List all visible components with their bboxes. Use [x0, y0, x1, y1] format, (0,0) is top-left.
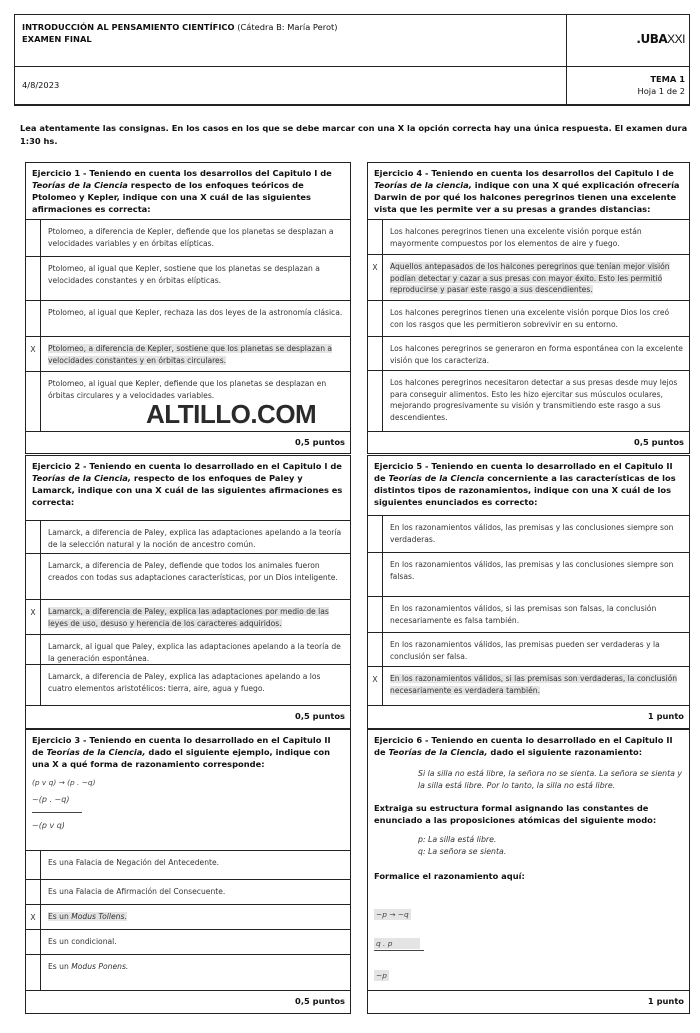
answer-checkbox[interactable]	[368, 301, 383, 336]
option-text: Ptolomeo, al igual que Kepler, sostiene que los planetas se desplazan a velocidades constantes y en órbitas elípticas.	[48, 264, 320, 285]
exercise-6-question: Ejercicio 6 - Teniendo en cuenta lo desarrollado en el Capitulo II de Teorías de la Ciencia, dado el siguiente razonamiento:	[374, 735, 673, 757]
header-title-cell	[15, 15, 567, 67]
exercise-4	[367, 162, 690, 454]
answer-checkbox[interactable]	[26, 372, 41, 431]
answer-option[interactable]	[368, 255, 689, 301]
answer-option[interactable]	[368, 371, 689, 431]
answer-option[interactable]	[26, 880, 350, 905]
exam-type: EXAMEN FINAL	[22, 34, 92, 44]
option-text: En los razonamientos válidos, si las premisas son falsas, la conclusión necesariamente es falsa también.	[390, 604, 657, 625]
answer-checkbox[interactable]: X	[26, 337, 41, 371]
answer-option[interactable]	[26, 955, 350, 990]
option-text: Ptolomeo, al igual que Kepler, defiende que los planetas se desplazan en órbitas circulares y a velocidades variables.	[48, 379, 327, 400]
option-text: Lamarck, a diferencia de Paley, explica las adaptaciones apelando a la teoría de la selección natural y la noción de ancestro común.	[48, 528, 342, 549]
answer-checkbox[interactable]	[368, 220, 383, 254]
answer-checkbox[interactable]	[368, 516, 383, 552]
answer-option[interactable]	[26, 635, 350, 665]
option-text: Es una Falacia de Afirmación del Consecuente.	[48, 887, 226, 897]
inference-line	[374, 950, 424, 951]
answer-option[interactable]	[26, 521, 350, 554]
uba-xxi-logo: .UBAXXI	[636, 32, 685, 46]
option-text: Es un condicional.	[48, 937, 117, 947]
atomic-propositions: p: La silla está libre. q: La señora se sienta.	[418, 835, 507, 856]
answer-checkbox[interactable]	[26, 220, 41, 256]
answer-option[interactable]	[368, 301, 689, 337]
exercise-3-points: 0,5 puntos	[26, 990, 350, 1013]
exercise-4-question: Ejercicio 4 - Teniendo en cuenta los desarrollos del Capitulo I de Teorías de la ciencia, indique con una X qué explicación ofrecería Darwin de por qué los halcones peregrinos tienen una excelente vista que les permite ver a su presas a grandes distancias:	[368, 163, 689, 220]
answer-option[interactable]	[26, 257, 350, 301]
argument-text: Si la silla no está libre, la señora no se sienta. La señora se sienta y la silla está libre. Por lo tanto, la silla no está libre.	[418, 769, 683, 790]
answer-option[interactable]	[26, 905, 350, 930]
premise-1: (p v q) → (p . ~q)	[32, 778, 96, 787]
option-text: Es un Modus Ponens.	[48, 962, 129, 972]
answer-checkbox[interactable]	[26, 257, 41, 300]
option-text: Ptolomeo, al igual que Kepler, rechaza las dos leyes de la astronomía clásica.	[48, 308, 343, 317]
formal-structure-instruction: Extraiga su estructura formal asignando las constantes de enunciado a las proposiciones atómicas del siguiente modo:	[374, 803, 657, 825]
answer-option[interactable]	[26, 301, 350, 337]
answer-option[interactable]	[26, 554, 350, 600]
answer-checkbox[interactable]	[26, 880, 41, 904]
answer-option[interactable]	[26, 851, 350, 880]
header-tema-cell	[567, 67, 689, 104]
answer-option[interactable]	[26, 220, 350, 257]
conclusion: ~(p v q)	[32, 821, 65, 830]
course-name: INTRODUCCIÓN AL PENSAMIENTO CIENTÍFICO	[22, 22, 235, 32]
option-text: En los razonamientos válidos, si las premisas son verdaderas, la conclusión necesariamente es verdadera también.	[390, 674, 678, 695]
option-text: Los halcones peregrinos tienen una excelente visión porque están mayormente compuestos por los elementos de aire y fuego.	[390, 227, 642, 248]
answer-checkbox[interactable]: X	[26, 905, 41, 929]
exercise-2	[25, 455, 351, 729]
answer-checkbox[interactable]	[26, 635, 41, 664]
option-text: Lamarck, al igual que Paley, explica las adaptaciones apelando a la teoría de la generación espontánea.	[48, 642, 341, 663]
answer-checkbox[interactable]	[26, 851, 41, 879]
answer-premise-2[interactable]: q . p	[374, 938, 420, 949]
answer-option[interactable]	[368, 553, 689, 597]
answer-checkbox[interactable]: X	[26, 600, 41, 634]
exercise-6-points: 1 punto	[368, 990, 689, 1013]
answer-checkbox[interactable]	[368, 633, 383, 666]
answer-option[interactable]	[368, 220, 689, 255]
instructions: Lea atentamente las consignas. En los casos en los que se debe marcar con una X la opción correcta hay una única respuesta. El examen dura 1:30 hs.	[20, 123, 688, 146]
option-text: Ptolomeo, a diferencia de Kepler, sostiene que los planetas se desplazan a velocidades constantes y en órbitas circulares.	[48, 344, 333, 365]
formalize-label: Formalice el razonamiento aquí:	[374, 871, 525, 881]
answer-conclusion[interactable]: ~p	[376, 971, 387, 980]
page-indicator: Hoja 1 de 2	[637, 86, 685, 96]
option-text: Los halcones peregrinos se generaron en forma espontánea con la excelente visión que los caracteriza.	[390, 344, 683, 365]
exercise-3	[25, 729, 351, 1014]
option-text: Lamarck, a diferencia de Paley, explica las adaptaciones por medio de las leyes de uso, desuso y herencia de los caracteres adquiridos.	[48, 607, 329, 628]
answer-checkbox[interactable]	[26, 521, 41, 553]
answer-premise-1[interactable]: ~p → ~q	[376, 910, 409, 919]
exam-header	[14, 14, 690, 106]
inference-line	[32, 812, 82, 813]
option-text: Aquellos antepasados de los halcones peregrinos que tenían mejor visión podían detectar y cazar a sus presas con mayor éxito. Esto les permitió reproducirse y pasar este rasgo a sus descendientes.	[390, 262, 670, 294]
answer-checkbox[interactable]	[368, 337, 383, 370]
option-text: Los halcones peregrinos tienen una excelente visión porque Dios los creó con los rasgos que les permitieron sobrevivir en su entorno.	[390, 308, 670, 329]
answer-checkbox[interactable]: X	[368, 255, 383, 300]
answer-checkbox[interactable]	[368, 597, 383, 632]
answer-checkbox[interactable]	[26, 554, 41, 599]
answer-option[interactable]	[368, 337, 689, 371]
option-text: En los razonamientos válidos, las premisas y las conclusiones siempre son verdaderas.	[390, 523, 674, 544]
header-logo-cell	[567, 15, 689, 67]
answer-option[interactable]	[26, 665, 350, 705]
answer-checkbox[interactable]: X	[368, 667, 383, 705]
exercise-1-question: Ejercicio 1 - Teniendo en cuenta los desarrollos del Capitulo I de Teorías de la Ciencia respecto de los enfoques teóricos de Ptolomeo y Kepler, indique con una X cuál de las siguientes afirmaciones es correcta:	[26, 163, 350, 220]
answer-option[interactable]	[26, 600, 350, 635]
answer-option[interactable]	[26, 337, 350, 372]
option-text: En los razonamientos válidos, las premisas pueden ser verdaderas y la conclusión ser falsa.	[390, 640, 660, 661]
answer-option[interactable]	[368, 667, 689, 705]
exercise-5	[367, 455, 690, 729]
exercise-1-points: 0,5 puntos	[26, 431, 350, 453]
option-text: Es un Modus Tollens.	[48, 912, 127, 922]
exercise-2-question: Ejercicio 2 - Teniendo en cuenta lo desarrollado en el Capitulo I de Teorías de la Ciencia, respecto de los enfoques de Paley y Lamarck, indique con una X cuál de las siguientes afirmaciones es correcta:	[26, 456, 350, 521]
exercise-3-question: Ejercicio 3 - Teniendo en cuenta lo desarrollado en el Capitulo II de Teorías de la Ciencia, dado el siguiente ejemplo, indique con una X a qué forma de razonamiento corresponde: (p v q) → (p . ~q) ~(p . ~q) ~(p v q)	[26, 730, 350, 851]
answer-checkbox[interactable]	[26, 301, 41, 336]
exercise-2-points: 0,5 puntos	[26, 705, 350, 728]
answer-option[interactable]	[368, 597, 689, 633]
tema: TEMA 1	[650, 74, 685, 84]
option-text: Los halcones peregrinos necesitaron detectar a sus presas desde muy lejos para conseguir alimentos. Esto les hizo ejercitar sus músculos oculares, mejorando progresivamente su visión y transmitiendo este rasgo a sus descendientes.	[390, 378, 678, 422]
answer-checkbox[interactable]	[26, 665, 41, 705]
altillo-watermark: ALTILLO.COM	[146, 399, 317, 429]
option-text: Lamarck, a diferencia de Paley, defiende que todos los animales fueron creados con todas sus adaptaciones características, por un Dios inteligente.	[48, 561, 338, 582]
answer-option[interactable]	[368, 633, 689, 667]
option-text: Ptolomeo, a diferencia de Kepler, defiende que los planetas se desplazan a velocidades variables y en órbitas elípticas.	[48, 227, 334, 248]
premise-2: ~(p . ~q)	[32, 795, 70, 804]
exercise-4-points: 0,5 puntos	[368, 431, 689, 453]
exercise-5-points: 1 punto	[368, 705, 689, 728]
answer-checkbox[interactable]	[26, 930, 41, 954]
answer-checkbox[interactable]	[368, 553, 383, 596]
exercise-5-question: Ejercicio 5 - Teniendo en cuenta lo desarrollado en el Capitulo II de Teorías de la Ciencia concerniente a las características de los distintos tipos de razonamientos, indique con una X cuál de los siguientes enunciados es correcto:	[368, 456, 689, 516]
answer-option[interactable]	[368, 516, 689, 553]
option-text: Es una Falacia de Negación del Antecedente.	[48, 858, 220, 868]
answer-option[interactable]	[26, 930, 350, 955]
chair: (Cátedra B: María Perot)	[237, 22, 338, 32]
answer-checkbox[interactable]	[368, 371, 383, 431]
answer-checkbox[interactable]	[26, 955, 41, 990]
exercise-6	[367, 729, 690, 1014]
exam-date: 4/8/2023	[15, 67, 567, 104]
option-text: En los razonamientos válidos, las premisas y las conclusiones siempre son falsas.	[390, 560, 674, 581]
option-text: Lamarck, a diferencia de Paley, explica las adaptaciones apelando a los cuatro elementos aristotélicos: tierra, aire, agua y fuego.	[48, 672, 321, 693]
